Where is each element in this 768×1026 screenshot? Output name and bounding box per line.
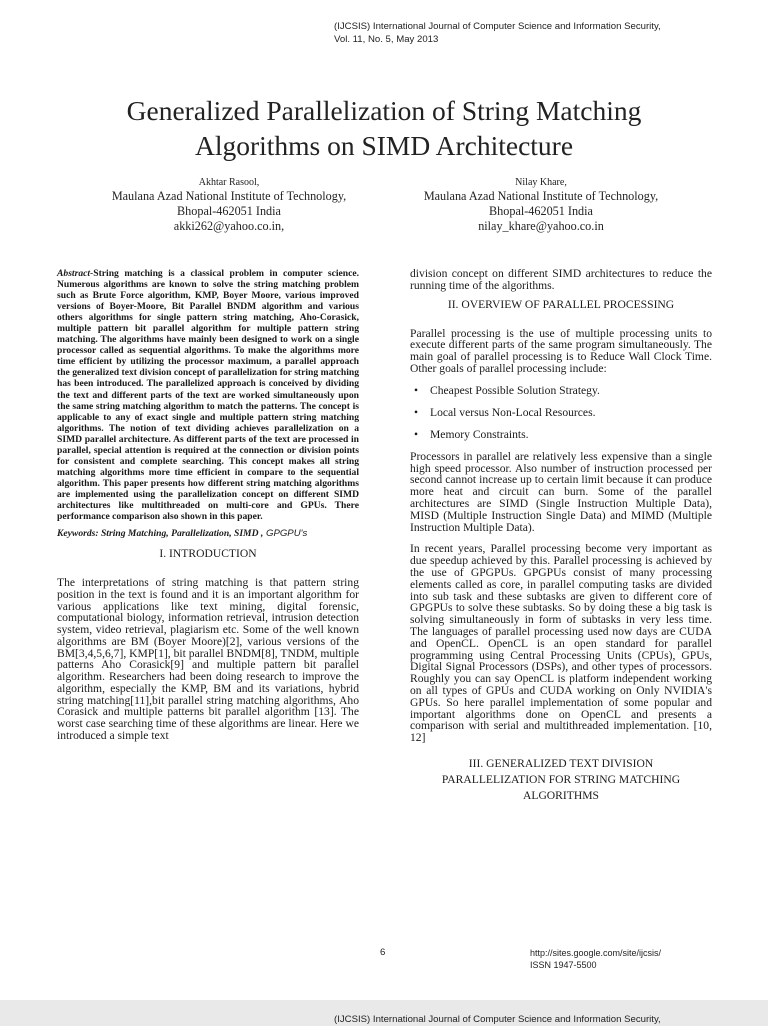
list-item-text: Cheapest Possible Solution Strategy. [430,383,600,397]
paper-title-line2: Algorithms on SIMD Architecture [194,130,574,161]
list-item-text: Local versus Non-Local Resources. [430,405,596,419]
author-city: Bhopal-462051 India [489,203,593,218]
list-item [410,385,712,397]
page-number: 6 [380,947,386,958]
abstract [57,268,359,522]
keywords-text: String Matching, Parallelization, SIMD , [98,528,264,540]
overview-paragraph-2: Processors in parallel are relatively less expensive than a single high speed processor. Also number of instruction processed per second cannot increase up to certain limit because it can produce more heat and circuit can burn. Some of the parallel architectures are SIMD (Single Instruction Multiple Data), MISD (Multiple Instruction Single Data) and MIMD (Multiple Instruction Multiple Data). [410,449,712,534]
section-heading-generalized [410,756,712,804]
section-heading-overview: II. OVERVIEW OF PARALLEL PROCESSING [447,297,675,311]
footer-issn: ISSN 1947-5500 [530,960,597,970]
author-block-1 [68,176,390,233]
bullet-icon: • [414,427,419,441]
section-heading-line: PARALLELIZATION FOR STRING MATCHING [441,772,681,786]
author-name: Akhtar Rasool, [198,177,260,188]
section-heading-line: III. GENERALIZED TEXT DIVISION [468,756,654,770]
author-affiliation: Maulana Azad National Institute of Technology, [423,189,659,203]
section-heading-introduction: I. INTRODUCTION [159,547,257,561]
footer-info [530,947,661,971]
paper-title-line1: Generalized Parallelization of String Matching [126,95,642,126]
overview-paragraph-1: Parallel processing is the use of multiple processing units to execute different parts of the same program simultaneously. The main goal of parallel processing is to Reduce Wall Clock Time. Other goals of parallel processing include: [410,326,712,375]
journal-header-line2: Vol. 11, No. 5, May 2013 [334,34,439,45]
footer-url: http://sites.google.com/site/ijcsis/ [530,948,662,958]
author-email: akki262@yahoo.co.in, [173,218,285,233]
author-email: nilay_khare@yahoo.co.in [478,218,604,233]
goals-list [410,385,712,441]
overview-paragraph-3: In recent years, Parallel processing become very important as due speedup achieved by this. Parallel processing is achieved by the use of GPGPUs. GPGPUs consist of many processing elements called as core, in parallel computing tasks are divided into sub task and these subtasks are given to different core of GPGPUs to solve these subtasks. So by doing these a big task is solving simultaneously in form of subtasks in very less time. The languages of parallel processing used now days are CUDA and OpenCL. OpenCL is an open standard for parallel programming using Central Processing Units (CPUs), GPUs, Digital Signal Processors (DSPs), and other types of processors. Roughly you can say OpenCL is platform independent working on all types of GPUs and CUDA working on Only NVIDIA's GPUs. So here parallel implementation of some popular and important algorithms done on OpenCL and presents a comparison with serial and multithreaded implementation. [10, 12] [410,542,712,745]
next-page-header: (IJCSIS) International Journal of Computer Science and Information Security, [334,1014,661,1025]
right-column [410,268,712,804]
continuation-paragraph: division concept on different SIMD architectures to reduce the running time of the algorithms. [410,267,712,292]
author-block-2 [380,176,702,233]
list-item [410,429,712,441]
bullet-icon: • [414,383,419,397]
author-name: Nilay Khare, [515,177,567,188]
keywords-gpgpu: GPGPU's [263,528,308,540]
left-column [57,268,359,742]
journal-header [334,20,661,46]
author-city: Bhopal-462051 India [177,203,281,218]
abstract-text: String matching is a classical problem in computer science. Numerous algorithms are known to solve the string matching problem such as Brute Force algorithm, KMP, Boyer Moore, various improved versions of Boyer-Moore, Bit Parallel BNDM algorithm and various others algorithms for single pattern string matching, Aho-Corasick, multiple pattern bit parallel algorithm for multiple pattern string matching. The algorithms have mainly been designed to work on a single processor called as sequential algorithms. To make the algorithms more time efficient by utilizing the processor maximum, a parallel approach the generalized text division concept of parallelization for string matching has been introduced. The parallelized approach is conceived by dividing the text and different parts of the text are worked simultaneously upon the same string matching algorithm to match the patterns. The concept is applicable to any of exact single and multiple pattern string matching algorithms. The notion of text dividing achieves parallelization on a SIMD parallel architecture. As different parts of the text are processed in parallel, special attention is required at the connection or division points for consistent and complete searching. This concept makes all string matching algorithms more time efficient in compare to the sequential algorithm. This paper presents how different string matching algorithms are implemented using the parallelization concept on different SIMD architectures like multithreaded on multi-core and GPUs. There performance comparison also shown in this paper. [57,268,359,523]
list-item [410,407,712,419]
keywords [57,528,359,540]
section-heading-line: ALGORITHMS [522,788,599,802]
journal-header-line1: (IJCSIS) International Journal of Computer Science and Information Security, [334,21,661,32]
bullet-icon: • [414,405,419,419]
author-affiliation: Maulana Azad National Institute of Technology, [111,189,347,203]
introduction-paragraph: The interpretations of string matching is that pattern string position in the text is found and it is an important algorithm for various applications like text mining, digital forensic, computational biology, information retrieval, intrusion detection system, video retrieval, plagiarism etc. Some of the well known algorithms are BM (Boyer Moore)[2], various versions of the BM[3,4,5,6,7], KMP[1], bit parallel BNDM[8], TNDM, multiple patterns Aho Corasick[9] and multiple pattern bit parallel algorithm. Researchers had been doing research to improve the algorithm, especially the KMP, BM and its variations, hybrid string matching[11],bit parallel string matching algorithms, Aho Corasick and multiple patterns bit parallel algorithm [13]. The worst case searching time of these algorithms are linear. Here we introduced a simple text [57,576,359,742]
keywords-label: Keywords: [57,528,99,540]
abstract-label: Abstract- [57,268,94,279]
paper-title [0,93,768,163]
list-item-text: Memory Constraints. [430,427,529,441]
